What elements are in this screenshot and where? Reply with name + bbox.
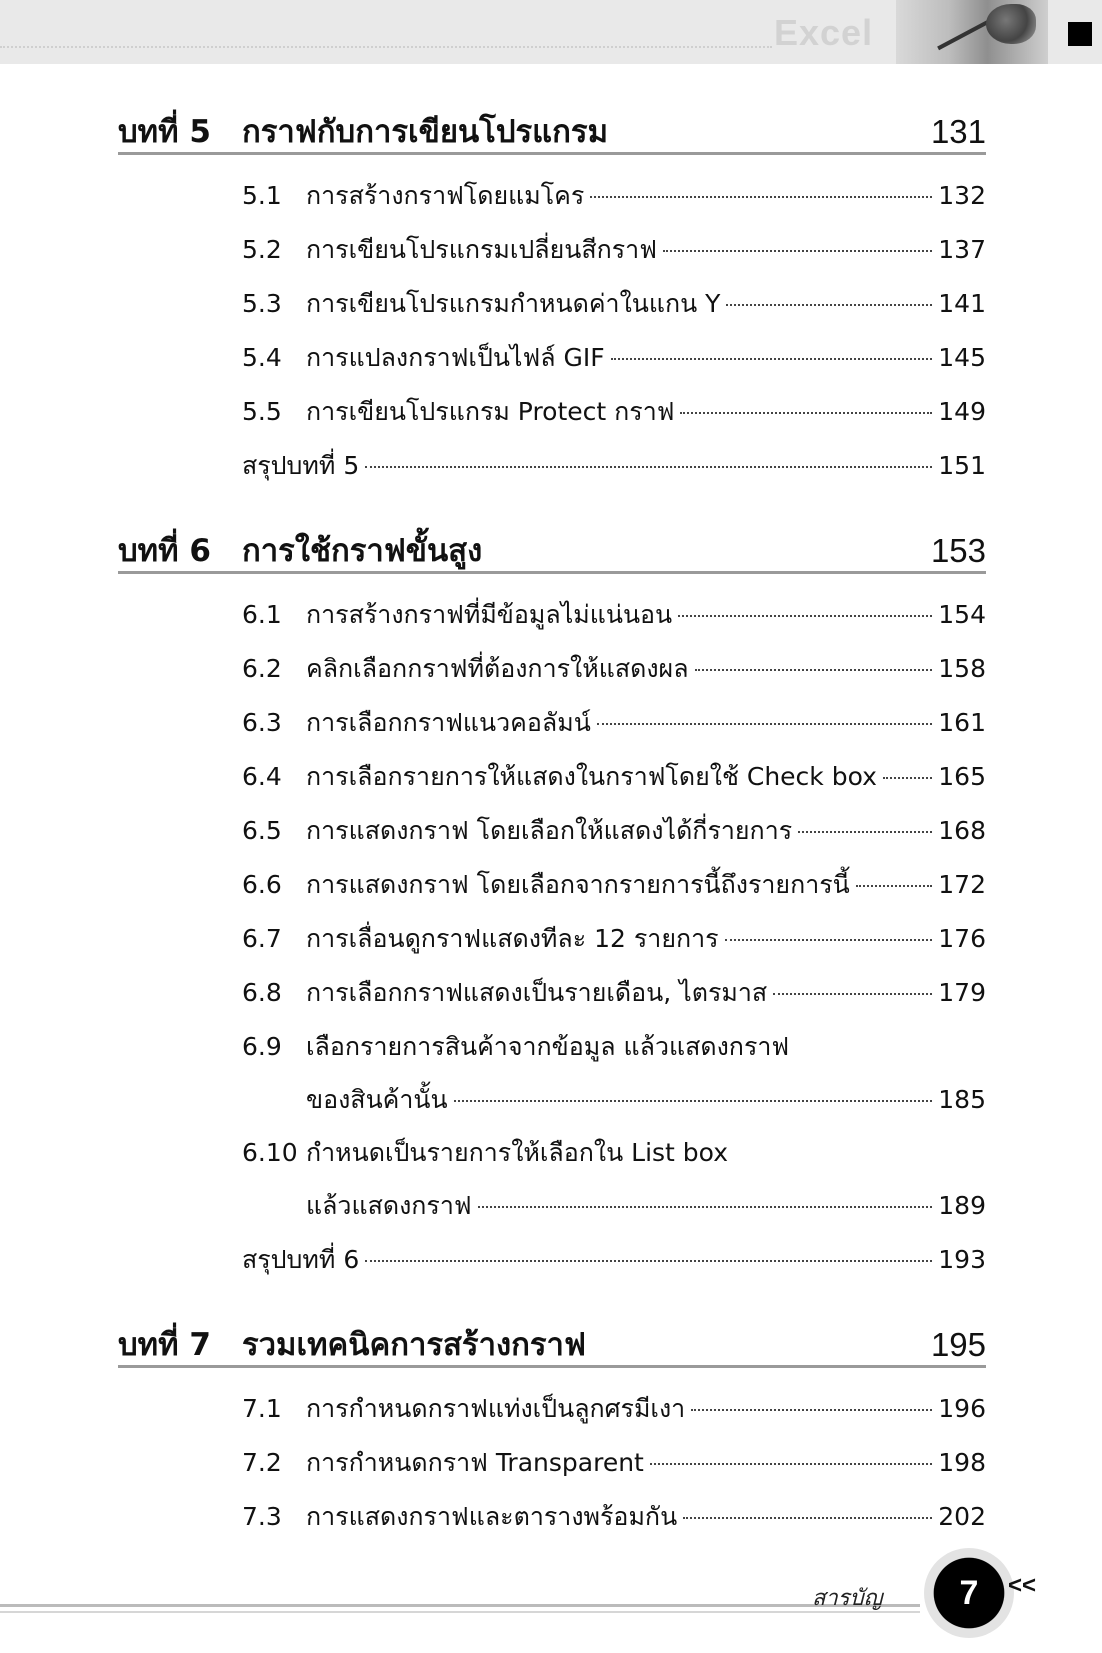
page-header [0, 0, 1102, 64]
dot-leader [365, 1260, 932, 1262]
entry-title: การเขียนโปรแกรมเปลี่ยนสีกราฟ [306, 235, 657, 264]
entry-title: การเขียนโปรแกรมกำหนดค่าในแกน Y [306, 289, 721, 318]
chapter-number: บทที่ 5 [118, 114, 211, 150]
hand-shape [986, 4, 1036, 44]
entry-title: การกำหนดกราฟ Transparent [306, 1448, 644, 1477]
entry-title-line1: กำหนดเป็นรายการให้เลือกใน List box [306, 1138, 728, 1167]
double-chevron-left-icon: << [1008, 1572, 1037, 1599]
dot-leader [856, 885, 933, 887]
dot-leader [726, 304, 932, 306]
toc-entry-first-line[interactable] [242, 1027, 986, 1067]
entry-page: 202 [938, 1502, 986, 1531]
entry-number: 6.4 [242, 762, 282, 791]
entry-number: 7.2 [242, 1448, 282, 1477]
entry-title: การแสดงกราฟและตารางพร้อมกัน [306, 1502, 678, 1531]
entry-page: 172 [938, 870, 986, 899]
toc-entry-second-line[interactable] [242, 1186, 986, 1226]
entry-title: การเลื่อนดูกราฟแสดงทีละ 12 รายการ [306, 924, 719, 953]
chapter-page: 153 [930, 532, 986, 569]
chapter-6-heading [118, 531, 986, 587]
entry-number: 5.5 [242, 397, 282, 426]
entry-page: 179 [938, 978, 986, 1007]
footer-section-label: สารบัญ [812, 1586, 883, 1611]
chapter-rule [118, 152, 986, 155]
dot-leader [478, 1206, 933, 1208]
entry-number: 6.8 [242, 978, 282, 1007]
entry-title: การเลือกกราฟแนวคอลัมน์ [306, 708, 591, 737]
header-dotted-line [0, 46, 772, 48]
entry-number: 5.1 [242, 181, 282, 210]
entry-number: 7.1 [242, 1394, 282, 1423]
entry-title: การแปลงกราฟเป็นไฟล์ GIF [306, 343, 605, 372]
toc-entry[interactable] [242, 230, 986, 270]
chapter-5-heading [118, 112, 986, 168]
toc-entry[interactable] [242, 757, 986, 797]
dot-leader [611, 358, 933, 360]
toc-entry[interactable] [242, 811, 986, 851]
entry-title: สรุปบทที่ 5 [242, 451, 360, 480]
toc-entry[interactable] [242, 919, 986, 959]
dot-leader [683, 1517, 932, 1519]
chapter-page: 131 [930, 113, 986, 150]
toc-entry[interactable] [242, 284, 986, 324]
entry-page: 145 [938, 343, 986, 372]
toc-entry[interactable] [242, 392, 986, 432]
toc-entry[interactable] [242, 865, 986, 905]
entry-number: 7.3 [242, 1502, 282, 1531]
entry-title: การแสดงกราฟ โดยเลือกจากรายการนี้ถึงรายการนี้ [306, 870, 850, 899]
dot-leader [590, 196, 932, 198]
entry-number: 6.7 [242, 924, 282, 953]
dot-leader [798, 831, 932, 833]
chapter-number: บทที่ 6 [118, 533, 211, 569]
toc-entry[interactable] [242, 1497, 986, 1537]
entry-page: 193 [938, 1245, 986, 1274]
entry-title: การแสดงกราฟ โดยเลือกให้แสดงได้กี่รายการ [306, 816, 793, 845]
entry-page: 189 [938, 1191, 986, 1220]
dot-leader [678, 615, 932, 617]
toc-entry[interactable] [242, 649, 986, 689]
toc-entry[interactable] [242, 703, 986, 743]
entry-number: 6.10 [242, 1138, 298, 1167]
dot-leader [365, 466, 932, 468]
entry-page: 158 [938, 654, 986, 683]
dot-leader [680, 412, 932, 414]
entry-title: การเลือกรายการให้แสดงในกราฟโดยใช้ Check box [306, 762, 877, 791]
header-photo [896, 0, 1048, 64]
toc-summary-entry[interactable] [242, 446, 986, 486]
dot-leader [691, 1409, 932, 1411]
entry-title: การเลือกกราฟแสดงเป็นรายเดือน, ไตรมาส [306, 978, 768, 1007]
header-square-icon [1068, 22, 1092, 46]
entry-number: 5.4 [242, 343, 282, 372]
chapter-page: 195 [930, 1326, 986, 1363]
dot-leader [695, 669, 933, 671]
entry-page: 137 [938, 235, 986, 264]
chapter-title: การใช้กราฟขั้นสูง [242, 533, 483, 569]
chapter-number: บทที่ 7 [118, 1327, 211, 1363]
entry-page: 151 [938, 451, 986, 480]
dot-leader [597, 723, 932, 725]
entry-number: 6.1 [242, 600, 282, 629]
dot-leader [663, 250, 932, 252]
toc-entry[interactable] [242, 1443, 986, 1483]
entry-title: การเขียนโปรแกรม Protect กราฟ [306, 397, 675, 426]
toc-entry-first-line[interactable] [242, 1133, 986, 1173]
entry-page: 198 [938, 1448, 986, 1477]
page-number: 7 [959, 1574, 979, 1612]
entry-page: 149 [938, 397, 986, 426]
entry-page: 141 [938, 289, 986, 318]
entry-number: 6.9 [242, 1032, 282, 1061]
entry-number: 5.3 [242, 289, 282, 318]
footer-rule-thin [0, 1611, 920, 1613]
entry-number: 6.5 [242, 816, 282, 845]
toc-entry-second-line[interactable] [242, 1080, 986, 1120]
entry-title: สรุปบทที่ 6 [242, 1245, 360, 1274]
entry-title: การสร้างกราฟโดยแมโคร [306, 181, 585, 210]
toc-entry[interactable] [242, 338, 986, 378]
dot-leader [773, 993, 932, 995]
toc-entry[interactable] [242, 176, 986, 216]
dot-leader [883, 777, 932, 779]
entry-page: 161 [938, 708, 986, 737]
toc-entry[interactable] [242, 1389, 986, 1429]
dot-leader [725, 939, 933, 941]
toc-entry[interactable] [242, 973, 986, 1013]
chapter-title: กราฟกับการเขียนโปรแกรม [242, 114, 609, 150]
entry-page: 132 [938, 181, 986, 210]
entry-title: การสร้างกราฟที่มีข้อมูลไม่แน่นอน [306, 600, 673, 629]
chapter-rule [118, 571, 986, 574]
dot-leader [650, 1463, 932, 1465]
toc-entry[interactable] [242, 595, 986, 635]
entry-page: 185 [938, 1085, 986, 1114]
toc-summary-entry[interactable] [242, 1240, 986, 1280]
entry-title: การกำหนดกราฟแท่งเป็นลูกศรมีเงา [306, 1394, 686, 1423]
entry-title: คลิกเลือกกราฟที่ต้องการให้แสดงผล [306, 654, 689, 683]
entry-number: 5.2 [242, 235, 282, 264]
header-title: Excel [774, 12, 874, 53]
entry-page: 196 [938, 1394, 986, 1423]
entry-page: 176 [938, 924, 986, 953]
entry-title: แล้วแสดงกราฟ [306, 1191, 472, 1220]
chapter-title: รวมเทคนิคการสร้างกราฟ [242, 1327, 586, 1363]
entry-title: ของสินค้านั้น [306, 1085, 448, 1114]
entry-title-line1: เลือกรายการสินค้าจากข้อมูล แล้วแสดงกราฟ [306, 1032, 790, 1061]
entry-page: 165 [938, 762, 986, 791]
entry-page: 154 [938, 600, 986, 629]
dot-leader [454, 1100, 933, 1102]
entry-page: 168 [938, 816, 986, 845]
entry-number: 6.2 [242, 654, 282, 683]
chapter-7-heading [118, 1325, 986, 1381]
footer-rule [0, 1604, 920, 1607]
entry-number: 6.6 [242, 870, 282, 899]
chapter-rule [118, 1365, 986, 1368]
entry-number: 6.3 [242, 708, 282, 737]
